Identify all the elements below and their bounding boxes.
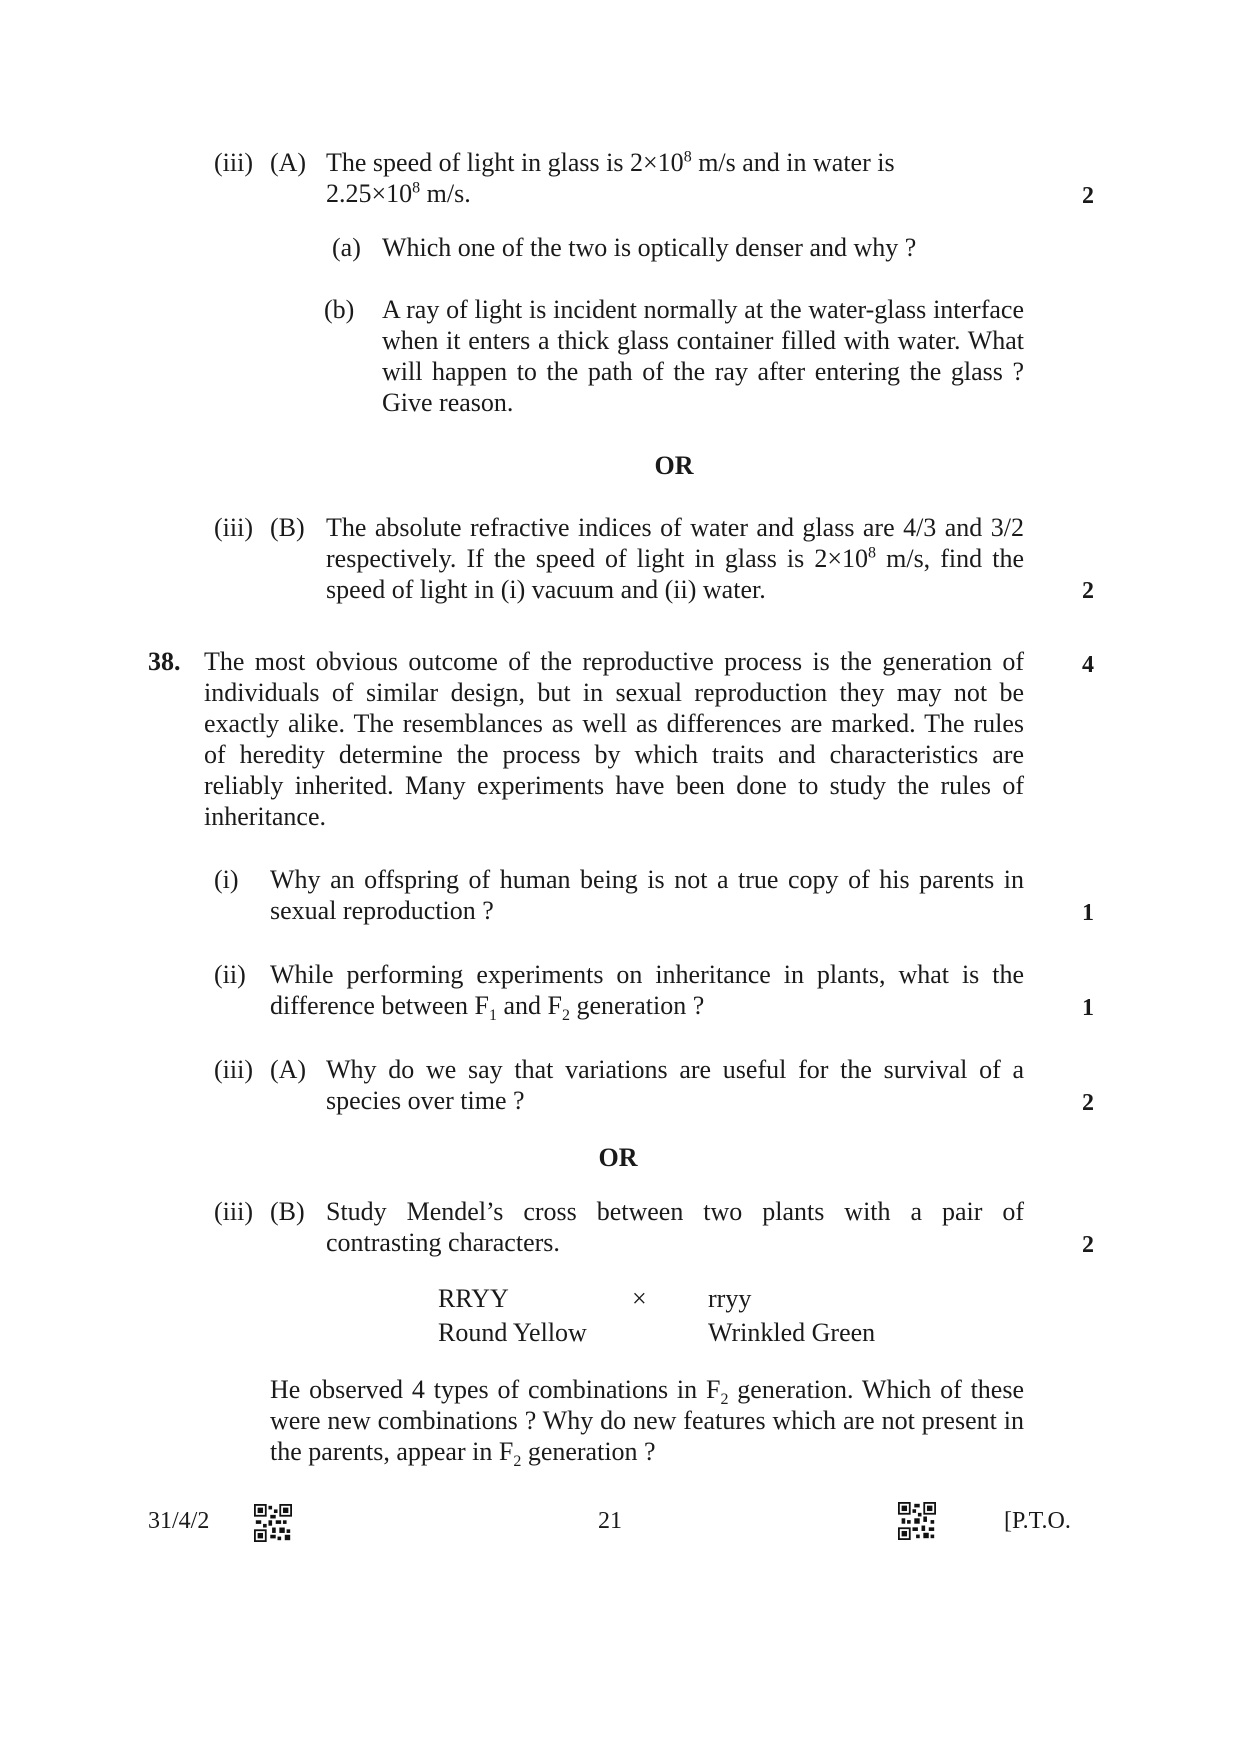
q38-iiiA-text: Why do we say that variations are useful for the survival of a species over time ? xyxy=(326,1055,1024,1115)
q38-ii-marks: 1 xyxy=(1082,995,1094,1021)
q38-number: 38. xyxy=(148,647,181,676)
q38-iiiA-number: (iii) xyxy=(214,1055,253,1084)
q37-iiiB-text: The absolute refractive indices of water and glass are 4/3 and 3/2 respectively. If the speed of light in glass is $2\times 10^8$ m/s, find the speed of light in (i) vacuum and (ii) water. xyxy=(326,513,1024,604)
q38-i-marks: 1 xyxy=(1082,900,1094,926)
or-divider-2: OR xyxy=(598,1143,638,1172)
q37-iiiA-a-number: (a) xyxy=(332,233,361,262)
paper-code: 31/4/2 xyxy=(148,1508,210,1534)
cross-parent1-genotype: RRYY xyxy=(438,1284,509,1313)
q37-iiiB-marks: 2 xyxy=(1082,578,1094,604)
q37-iiiA-number: (iii) xyxy=(214,148,253,177)
qr-code-icon xyxy=(898,1502,936,1540)
q38-ii-number: (ii) xyxy=(214,960,246,989)
q37-iiiB-letter: (B) xyxy=(270,513,305,542)
q38-marks: 4 xyxy=(1082,652,1094,678)
cross-parent1-phenotype: Round Yellow xyxy=(438,1318,587,1347)
cross-symbol: × xyxy=(632,1284,647,1313)
cross-parent2-genotype: rryy xyxy=(708,1284,752,1313)
q38-iiiB-text: Study Mendel’s cross between two plants with a pair of contrasting characters. xyxy=(326,1197,1024,1257)
q38-ii-text: While performing experiments on inheritance in plants, what is the difference between $F_1$ and $F_2$ generation ? xyxy=(270,960,1024,1025)
q38-iiiB-followup: He observed 4 types of combinations in $F_2$ generation. Which of these were new combinations ? Why do new features which are not present in the parents, appear in $F_2$ generation ? xyxy=(270,1375,1024,1471)
q38-i-number: (i) xyxy=(214,865,239,894)
cross-parent2-phenotype: Wrinkled Green xyxy=(708,1318,876,1347)
q38-iiiB-number: (iii) xyxy=(214,1197,253,1226)
pto-label: [P.T.O. xyxy=(1004,1508,1071,1534)
or-divider-1: OR xyxy=(654,451,694,480)
q38-iiiB-marks: 2 xyxy=(1082,1232,1094,1258)
q37-iiiA-letter: (A) xyxy=(270,148,307,177)
q37-iiiA-b-text: A ray of light is incident normally at the water-glass interface when it enters a thick glass container filled with water. What will happen to the path of the ray after entering the glass ? Give reason. xyxy=(382,295,1024,417)
q37-iiiA-b-number: (b) xyxy=(324,295,355,324)
q37-iiiB-number: (iii) xyxy=(214,513,253,542)
qr-code-icon xyxy=(254,1504,292,1542)
q38-passage: The most obvious outcome of the reproductive process is the generation of individuals of similar design, but in sexual reproduction they may not be exactly alike. The resemblances as well as differences are marked. The rules of heredity determine the process by which traits and characteristics are reliably inherited. Many experiments have been done to study the rules of inheritance. xyxy=(204,647,1024,831)
page-number: 21 xyxy=(598,1508,622,1534)
q38-iiiA-marks: 2 xyxy=(1082,1090,1094,1116)
q38-i-text: Why an offspring of human being is not a true copy of his parents in sexual reproduction ? xyxy=(270,865,1024,925)
q37-iiiA-text: The speed of light in glass is $2\times 10^8$ m/s and in water is $2.25\times 10^8$ m/s. xyxy=(326,148,895,208)
q38-iiiA-letter: (A) xyxy=(270,1055,307,1084)
q37-iiiA-a-text: Which one of the two is optically denser and why ? xyxy=(382,233,917,262)
q38-iiiB-letter: (B) xyxy=(270,1197,305,1226)
q37-iiiA-marks: 2 xyxy=(1082,183,1094,209)
